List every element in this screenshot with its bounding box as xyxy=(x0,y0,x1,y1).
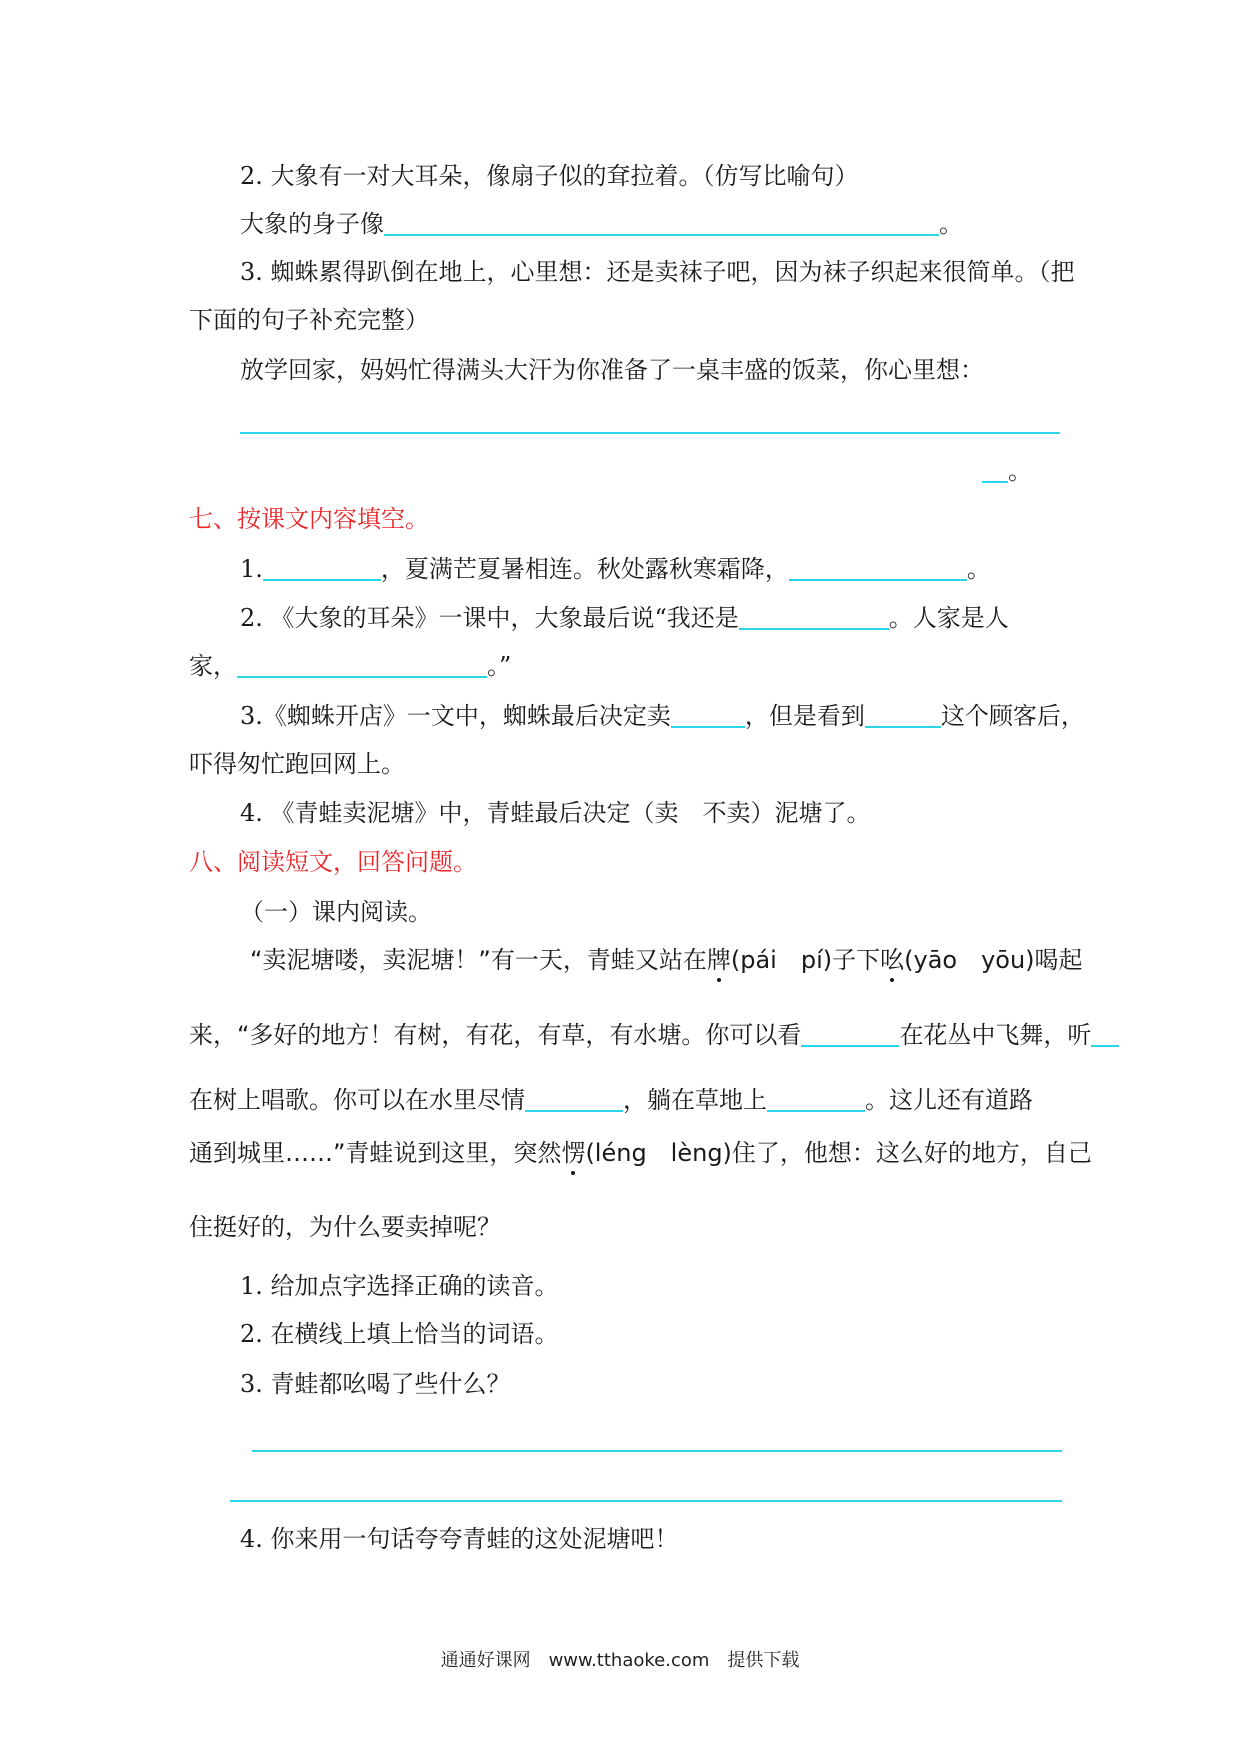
q6-2-blank[interactable] xyxy=(384,208,939,236)
pinyin-options-yao[interactable]: (yāo yōu)喝起 xyxy=(904,946,1083,974)
q7-3-blank-2[interactable] xyxy=(865,700,941,728)
passage-blank-4[interactable] xyxy=(767,1084,865,1112)
footer-source: 通通好课网 www.tthaoke.com 提供下载 xyxy=(440,1650,800,1671)
passage-text: ，躺在草地上 xyxy=(623,1086,767,1114)
passage-text: 来，“多好的地方！有树，有花，有草，有水塘。你可以看 xyxy=(189,1021,802,1049)
q7-2-end: 。” xyxy=(487,652,512,680)
q8-1-text: 1. 给加点字选择正确的读音。 xyxy=(240,1272,559,1300)
q7-3-text: 3.《蜘蛛开店》一文中，蜘蛛最后决定卖 xyxy=(240,702,671,730)
q6-2-end: 。 xyxy=(939,210,963,238)
passage-text: “卖泥塘喽，卖泥塘！”有一天，青蛙又站在 xyxy=(250,946,707,974)
q7-1-num: 1. xyxy=(240,555,263,583)
section-8-title: 八、阅读短文，回答问题。 xyxy=(189,848,477,876)
q8-3-text: 3. 青蛙都吆喝了些什么？ xyxy=(240,1370,511,1398)
q7-3-text-2: ，但是看到 xyxy=(744,702,865,730)
dotted-char-leng: 愣 xyxy=(561,1139,586,1167)
q6-3-text: 3. 蜘蛛累得趴倒在地上，心里想：还是卖袜子吧，因为袜子织起来很简单。（把 xyxy=(240,258,1075,286)
q7-2-text-3: 家， xyxy=(189,652,237,680)
q6-3-answer-line[interactable] xyxy=(240,432,1060,434)
q7-3-text-cont: 吓得匆忙跑回网上。 xyxy=(189,750,405,778)
q7-2-row xyxy=(240,602,1009,634)
pinyin-options-leng[interactable]: (léng lèng)住了，他想：这么好的地方，自己 xyxy=(585,1139,1092,1167)
section-7-title: 七、按课文内容填空。 xyxy=(189,505,429,533)
q8-3-answer-line-2[interactable] xyxy=(230,1500,1062,1502)
q7-3-text-3: 这个顾客后， xyxy=(940,702,1085,730)
q7-2-blank-2[interactable] xyxy=(237,650,487,678)
q6-3-end-blank[interactable] xyxy=(982,455,1008,483)
passage-line-4 xyxy=(189,1137,1092,1169)
dotted-char-pai: 牌 xyxy=(706,946,731,974)
q6-3-end-row xyxy=(982,455,1032,487)
q7-4-text: 4. 《青蛙卖泥塘》中，青蛙最后决定（卖 不卖）泥塘了。 xyxy=(240,799,871,827)
passage-blank-2[interactable] xyxy=(1091,1019,1119,1047)
q7-1-blank-2[interactable] xyxy=(789,553,967,581)
q6-3-end: 。 xyxy=(1008,457,1032,485)
q7-3-blank-1[interactable] xyxy=(671,700,745,728)
q6-2-answer-row xyxy=(240,208,963,240)
q8-3-answer-line-1[interactable] xyxy=(252,1450,1062,1452)
q7-1-end: 。 xyxy=(966,555,991,583)
q7-2-blank-1[interactable] xyxy=(739,602,889,630)
q6-3-prompt: 放学回家，妈妈忙得满头大汗为你准备了一桌丰盛的饭菜，你心里想： xyxy=(240,356,984,384)
q7-2-text: 2. 《大象的耳朵》一课中，大象最后说“我还是 xyxy=(240,604,739,632)
q7-1-blank-1[interactable] xyxy=(263,553,381,581)
passage-line-5: 住挺好的，为什么要卖掉呢？ xyxy=(189,1213,501,1241)
q7-1-text: ，夏满芒夏暑相连。秋处露秋寒霜降， xyxy=(380,555,789,583)
q7-3-row xyxy=(240,700,1085,732)
q8-4-text: 4. 你来用一句话夸夸青蛙的这处泥塘吧！ xyxy=(240,1525,679,1553)
passage-text: 在树上唱歌。你可以在水里尽情 xyxy=(189,1086,525,1114)
q6-2-text: 2. 大象有一对大耳朵，像扇子似的耷拉着。（仿写比喻句） xyxy=(240,162,859,190)
q6-2-prefix: 大象的身子像 xyxy=(240,210,384,238)
q7-1-row xyxy=(240,553,991,585)
passage-line-3 xyxy=(189,1084,1033,1116)
passage-text: 在花丛中飞舞，听 xyxy=(899,1021,1092,1049)
passage-blank-1[interactable] xyxy=(801,1019,899,1047)
passage-line-1 xyxy=(250,944,1083,976)
passage-line-2 xyxy=(189,1019,1119,1051)
passage-text: 。这儿还有道路 xyxy=(865,1086,1033,1114)
dotted-char-yao: 吆 xyxy=(880,946,905,974)
pinyin-options-pai[interactable]: (pái pí)子下 xyxy=(730,946,881,974)
q7-2-text-2: 。人家是人 xyxy=(888,604,1009,632)
passage-text: 通到城里……”青蛙说到这里，突然 xyxy=(189,1139,562,1167)
passage-blank-3[interactable] xyxy=(525,1084,623,1112)
q8-2-text: 2. 在横线上填上恰当的词语。 xyxy=(240,1320,559,1348)
q7-2-row-cont xyxy=(189,650,511,682)
q6-3-text-cont: 下面的句子补充完整） xyxy=(189,306,429,334)
section-8-subtitle: （一）课内阅读。 xyxy=(240,898,432,926)
